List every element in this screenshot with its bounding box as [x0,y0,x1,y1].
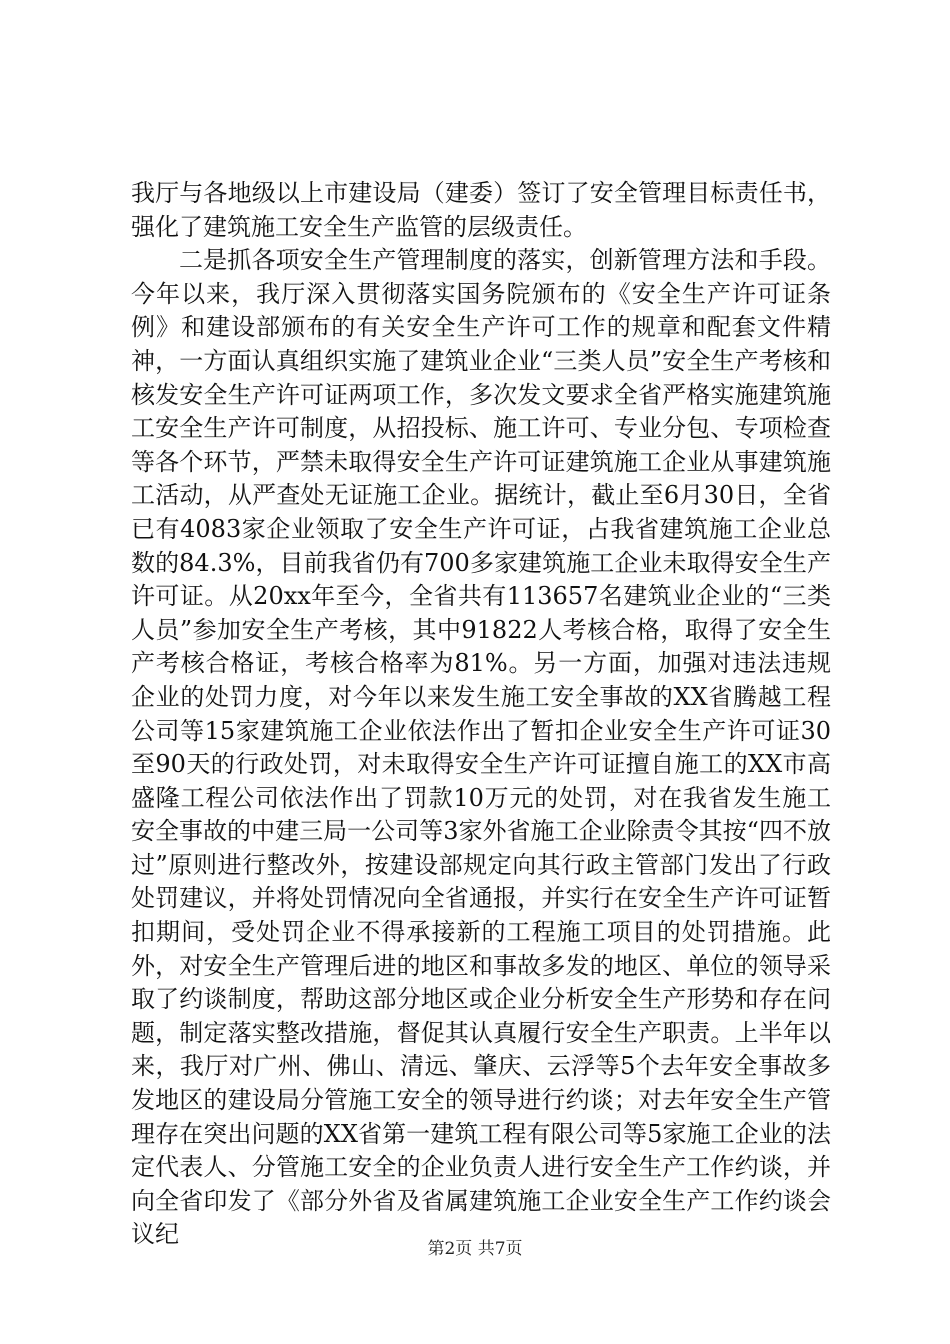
paragraph-1: 我厅与各地级以上市建设局（建委）签订了安全管理目标责任书，强化了建筑施工安全生产监管的层级责任。 [131,179,831,241]
paragraph-2: 二是抓各项安全生产管理制度的落实，创新管理方法和手段。今年以来，我厅深入贯彻落实国务院颁布的《安全生产许可证条例》和建设部颁布的有关安全生产许可工作的规章和配套文件精神，一方面认真组织实施了建筑业企业“三类人员”安全生产考核和核发安全生产许可证两项工作，多次发文要求全省严格实施建筑施工安全生产许可制度，从招投标、施工许可、专业分包、专项检查等各个环节，严禁未取得安全生产许可证建筑施工企业从事建筑施工活动，从严查处无证施工企业。据统计，截止至6月30日，全省已有4083家企业领取了安全生产许可证，占我省建筑施工企业总数的84.3%，目前我省仍有700多家建筑施工企业未取得安全生产许可证。从20xx年至今，全省共有113657名建筑业企业的“三类人员”参加安全生产考核，其中91822人考核合格，取得了安全生产考核合格证，考核合格率为81%。另一方面，加强对违法违规企业的处罚力度，对今年以来发生施工安全事故的XX省腾越工程公司等15家建筑施工企业依法作出了暂扣企业安全生产许可证30至90天的行政处罚，对未取得安全生产许可证擅自施工的XX市高盛隆工程公司依法作出了罚款10万元的处罚，对在我省发生施工安全事故的中建三局一公司等3家外省施工企业除责令其按“四不放过”原则进行整改外，按建设部规定向其行政主管部门发出了行政处罚建议，并将处罚情况向全省通报，并实行在安全生产许可证暂扣期间，受处罚企业不得承接新的工程施工项目的处罚措施。此外，对安全生产管理后进的地区和事故多发的地区、单位的领导采取了约谈制度，帮助这部分地区或企业分析安全生产形势和存在问题，制定落实整改措施，督促其认真履行安全生产职责。上半年以来，我厅对广州、佛山、清远、肇庆、云浮等5个去年安全事故多发地区的建设局分管施工安全的领导进行约谈；对去年安全生产管理存在突出问题的XX省第一建筑工程有限公司等5家施工企业的法定代表人、分管施工安全的企业负责人进行安全生产工作约谈，并向全省印发了《部分外省及省属建筑施工企业安全生产工作约谈会议纪 [131,246,831,1249]
page-footer [0,1234,950,1259]
document-body [131,177,831,1252]
page-number: 第2页 共7页 [427,1239,523,1259]
